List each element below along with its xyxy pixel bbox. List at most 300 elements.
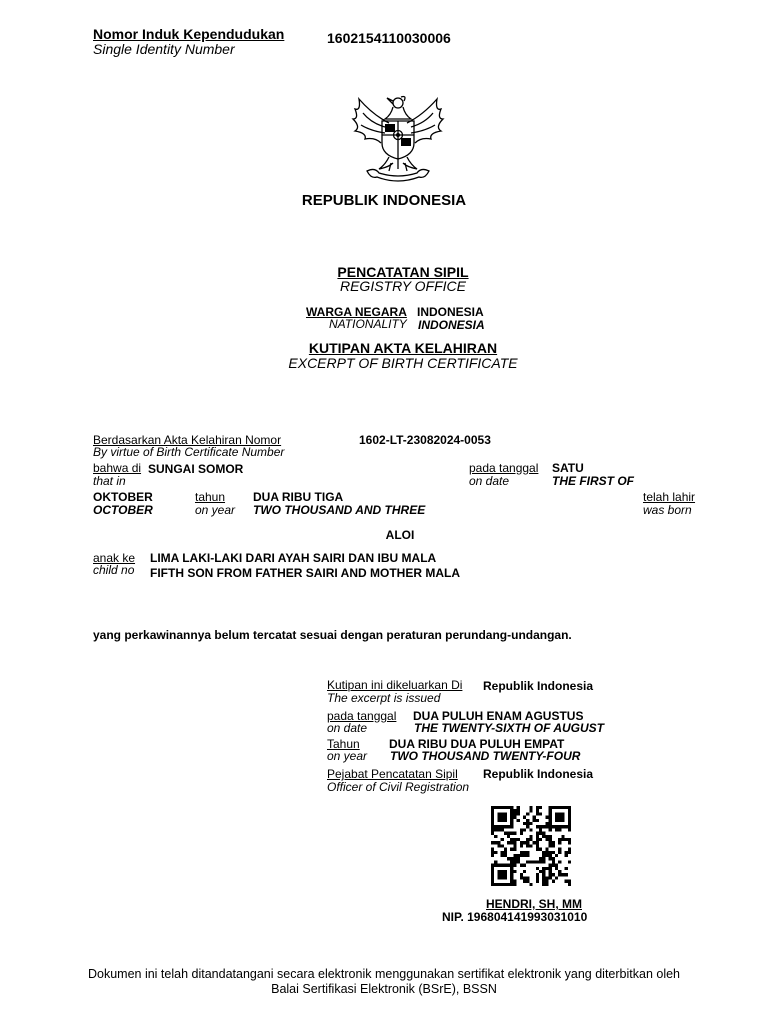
- qr-module: [523, 854, 526, 857]
- qr-module: [491, 812, 494, 815]
- qr-module: [510, 806, 513, 809]
- qr-module: [555, 806, 558, 809]
- issued-label-en: The excerpt is issued: [327, 691, 441, 705]
- qr-module: [536, 812, 539, 815]
- qr-module: [565, 851, 568, 854]
- qr-module: [536, 848, 539, 851]
- qr-module: [513, 860, 516, 863]
- officer-value: Republik Indonesia: [483, 767, 594, 781]
- cert-number-label-en: By virtue of Birth Certificate Number: [93, 445, 285, 459]
- qr-module: [565, 806, 568, 809]
- qr-module: [494, 806, 497, 809]
- qr-module: [494, 825, 497, 828]
- qr-module: [513, 883, 516, 886]
- footer-line-2: Balai Sertifikasi Elektronik (BSrE), BSSN: [271, 982, 497, 996]
- qr-module: [510, 825, 513, 828]
- qr-module: [533, 841, 536, 844]
- marriage-note: yang perkawinannya belum tercatat sesuai dengan peraturan perundang-undangan.: [93, 628, 572, 642]
- qr-module: [517, 857, 520, 860]
- qr-module: [568, 860, 571, 863]
- birth-month-value-en: OCTOBER: [93, 503, 153, 517]
- issue-year-value: DUA RIBU DUA PULUH EMPAT: [389, 737, 565, 751]
- qr-module: [552, 880, 555, 883]
- qr-module: [510, 838, 513, 841]
- qr-module: [536, 806, 539, 809]
- qr-module: [545, 880, 548, 883]
- qr-module: [510, 816, 513, 819]
- qr-module: [552, 851, 555, 854]
- qr-module: [568, 809, 571, 812]
- qr-module: [523, 816, 526, 819]
- qr-module: [558, 873, 561, 876]
- qr-module: [517, 860, 520, 863]
- qr-module: [549, 867, 552, 870]
- qr-module: [517, 838, 520, 841]
- qr-module: [497, 864, 500, 867]
- qr-module: [536, 873, 539, 876]
- qr-module: [545, 851, 548, 854]
- qr-module: [542, 832, 545, 835]
- qr-module: [507, 841, 510, 844]
- qr-module: [561, 838, 564, 841]
- qr-module: [552, 860, 555, 863]
- qr-module: [501, 838, 504, 841]
- qr-module: [529, 860, 532, 863]
- qr-module: [542, 825, 545, 828]
- qr-module: [549, 844, 552, 847]
- qr-module: [517, 854, 520, 857]
- qr-module: [545, 876, 548, 879]
- qr-module: [561, 825, 564, 828]
- qr-module: [529, 835, 532, 838]
- qr-module: [558, 841, 561, 844]
- qr-module: [513, 816, 516, 819]
- qr-module: [513, 864, 516, 867]
- qr-module: [542, 880, 545, 883]
- qr-module: [558, 870, 561, 873]
- child-name: ALOI: [385, 528, 415, 542]
- qr-module: [510, 880, 513, 883]
- qr-module: [520, 851, 523, 854]
- issue-date-value: DUA PULUH ENAM AGUSTUS: [413, 709, 584, 723]
- document-title-en: EXCERPT OF BIRTH CERTIFICATE: [288, 355, 518, 371]
- qr-module: [510, 864, 513, 867]
- qr-module: [539, 838, 542, 841]
- qr-module: [558, 816, 561, 819]
- qr-module: [510, 876, 513, 879]
- country-title: REPUBLIK INDONESIA: [301, 192, 467, 209]
- birth-year-label: tahun: [195, 490, 226, 504]
- cert-number-value: 1602-LT-23082024-0053: [359, 433, 491, 447]
- qr-module: [533, 819, 536, 822]
- qr-module: [491, 876, 494, 879]
- qr-module: [504, 832, 507, 835]
- qr-module: [497, 841, 500, 844]
- qr-module: [523, 870, 526, 873]
- qr-module: [491, 819, 494, 822]
- qr-module: [497, 876, 500, 879]
- qr-module: [536, 880, 539, 883]
- garuda-emblem-icon: [349, 93, 447, 185]
- qr-module: [545, 822, 548, 825]
- qr-module: [549, 819, 552, 822]
- qr-module: [510, 809, 513, 812]
- qr-module: [497, 816, 500, 819]
- qr-module: [568, 848, 571, 851]
- qr-module: [536, 876, 539, 879]
- signer-nip: NIP. 196804141993031010: [442, 910, 588, 924]
- qr-module: [513, 844, 516, 847]
- qr-module: [549, 851, 552, 854]
- qr-module: [552, 857, 555, 860]
- cert-number-label: Berdasarkan Akta Kelahiran Nomor: [93, 433, 282, 447]
- qr-module: [555, 819, 558, 822]
- qr-module: [517, 819, 520, 822]
- place-value: SUNGAI SOMOR: [148, 462, 244, 476]
- qr-module: [494, 835, 497, 838]
- qr-module: [555, 876, 558, 879]
- qr-module: [542, 857, 545, 860]
- qr-module: [568, 841, 571, 844]
- qr-module: [513, 870, 516, 873]
- qr-module: [523, 841, 526, 844]
- qr-module: [558, 825, 561, 828]
- qr-module: [491, 832, 494, 835]
- qr-module: [494, 860, 497, 863]
- qr-module: [542, 867, 545, 870]
- qr-module: [561, 812, 564, 815]
- qr-module: [501, 864, 504, 867]
- qr-module: [542, 854, 545, 857]
- qr-module: [561, 873, 564, 876]
- qr-module: [539, 848, 542, 851]
- qr-module: [526, 825, 529, 828]
- birth-month-value: OKTOBER: [93, 490, 153, 504]
- qr-module: [504, 806, 507, 809]
- qr-module: [523, 822, 526, 825]
- qr-module: [523, 880, 526, 883]
- qr-module: [539, 812, 542, 815]
- qr-module: [542, 851, 545, 854]
- qr-module: [558, 819, 561, 822]
- born-label: telah lahir: [643, 490, 696, 504]
- child-no-label-en: child no: [93, 563, 135, 577]
- qr-module: [513, 838, 516, 841]
- qr-module: [536, 844, 539, 847]
- qr-module: [504, 876, 507, 879]
- qr-module: [513, 857, 516, 860]
- qr-module: [507, 883, 510, 886]
- qr-module: [510, 832, 513, 835]
- qr-module: [549, 812, 552, 815]
- qr-module: [568, 828, 571, 831]
- office-title-en: REGISTRY OFFICE: [339, 278, 466, 294]
- qr-module: [507, 832, 510, 835]
- qr-module: [520, 828, 523, 831]
- qr-module: [523, 876, 526, 879]
- qr-module: [523, 864, 526, 867]
- qr-module: [536, 825, 539, 828]
- qr-module: [565, 838, 568, 841]
- qr-module: [510, 841, 513, 844]
- qr-module: [504, 816, 507, 819]
- qr-module: [565, 880, 568, 883]
- issued-place-value: Republik Indonesia: [483, 679, 594, 693]
- qr-module: [494, 864, 497, 867]
- qr-module: [510, 812, 513, 815]
- qr-module: [501, 870, 504, 873]
- qr-module: [552, 806, 555, 809]
- qr-module: [497, 844, 500, 847]
- qr-module: [545, 883, 548, 886]
- child-no-label: anak ke: [93, 551, 136, 565]
- office-title: PENCATATAN SIPIL: [337, 264, 469, 280]
- issue-date-value-en: THE TWENTY-SIXTH OF AUGUST: [414, 721, 604, 735]
- qr-module: [491, 864, 494, 867]
- qr-module: [555, 864, 558, 867]
- qr-module: [526, 854, 529, 857]
- qr-module: [555, 867, 558, 870]
- qr-module: [491, 841, 494, 844]
- qr-module: [491, 883, 494, 886]
- qr-module: [545, 835, 548, 838]
- qr-module: [491, 880, 494, 883]
- qr-module: [568, 883, 571, 886]
- qr-module: [558, 828, 561, 831]
- officer-label: Pejabat Pencatatan Sipil: [327, 767, 458, 781]
- qr-module: [568, 838, 571, 841]
- child-no-value: LIMA LAKI-LAKI DARI AYAH SAIRI DAN IBU MALA: [150, 551, 437, 565]
- qr-module: [568, 851, 571, 854]
- qr-module: [529, 822, 532, 825]
- qr-module: [558, 838, 561, 841]
- qr-module: [507, 864, 510, 867]
- qr-module: [491, 809, 494, 812]
- qr-module: [552, 844, 555, 847]
- qr-module: [542, 860, 545, 863]
- qr-module: [497, 825, 500, 828]
- qr-module: [513, 809, 516, 812]
- nik-value: 1602154110030006: [327, 30, 451, 46]
- qr-module: [565, 825, 568, 828]
- qr-module: [558, 806, 561, 809]
- issue-date-label: pada tanggal: [327, 709, 397, 723]
- qr-module: [504, 864, 507, 867]
- qr-module: [568, 825, 571, 828]
- qr-module: [501, 828, 504, 831]
- qr-module: [510, 822, 513, 825]
- qr-module: [536, 835, 539, 838]
- qr-module: [526, 844, 529, 847]
- qr-module: [536, 809, 539, 812]
- qr-module: [549, 841, 552, 844]
- qr-module: [529, 838, 532, 841]
- qr-module: [565, 854, 568, 857]
- qr-module: [529, 806, 532, 809]
- qr-module: [558, 851, 561, 854]
- qr-module: [507, 835, 510, 838]
- qr-module: [539, 832, 542, 835]
- qr-module: [501, 873, 504, 876]
- nationality-label: WARGA NEGARA: [306, 305, 407, 319]
- qr-module: [501, 876, 504, 879]
- qr-module: [539, 828, 542, 831]
- qr-module: [542, 835, 545, 838]
- qr-module: [510, 883, 513, 886]
- qr-module: [529, 828, 532, 831]
- qr-module: [545, 825, 548, 828]
- nik-label: Nomor Induk Kependudukan: [93, 26, 285, 42]
- qr-module: [523, 851, 526, 854]
- qr-module: [568, 819, 571, 822]
- issue-year-label: Tahun: [327, 737, 360, 751]
- qr-module: [558, 812, 561, 815]
- qr-module: [555, 825, 558, 828]
- issued-label: Kutipan ini dikeluarkan Di: [327, 678, 463, 692]
- qr-module: [497, 812, 500, 815]
- qr-module: [536, 867, 539, 870]
- document-title: KUTIPAN AKTA KELAHIRAN: [308, 340, 498, 356]
- qr-module: [549, 870, 552, 873]
- qr-module: [491, 867, 494, 870]
- signer-name: HENDRI, SH, MM: [486, 897, 582, 911]
- qr-module: [501, 854, 504, 857]
- qr-module: [491, 828, 494, 831]
- qr-module: [539, 806, 542, 809]
- qr-module: [517, 812, 520, 815]
- qr-module: [513, 880, 516, 883]
- qr-module: [520, 873, 523, 876]
- qr-module: [510, 867, 513, 870]
- qr-module: [526, 819, 529, 822]
- nik-label-en: Single Identity Number: [93, 41, 235, 57]
- qr-module: [526, 841, 529, 844]
- qr-module: [494, 883, 497, 886]
- nationality-value-en: INDONESIA: [418, 318, 485, 332]
- qr-module: [491, 873, 494, 876]
- qr-module: [561, 806, 564, 809]
- qr-module: [510, 873, 513, 876]
- issue-date-label-en: on date: [327, 721, 368, 735]
- birth-date-label: pada tanggal: [469, 461, 539, 475]
- issue-year-value-en: TWO THOUSAND TWENTY-FOUR: [390, 749, 581, 763]
- qr-module: [504, 873, 507, 876]
- qr-module: [545, 854, 548, 857]
- qr-module: [542, 876, 545, 879]
- qr-module: [517, 806, 520, 809]
- officer-label-en: Officer of Civil Registration: [327, 780, 470, 794]
- qr-module: [552, 873, 555, 876]
- qr-module: [561, 816, 564, 819]
- qr-module: [536, 819, 539, 822]
- place-label-en: that in: [93, 474, 126, 488]
- qr-module: [507, 806, 510, 809]
- qr-module: [491, 822, 494, 825]
- qr-module: [507, 825, 510, 828]
- qr-module: [526, 851, 529, 854]
- qr-module: [520, 864, 523, 867]
- qr-module: [526, 880, 529, 883]
- qr-module: [510, 857, 513, 860]
- qr-module: [536, 860, 539, 863]
- qr-module: [539, 870, 542, 873]
- qr-module: [523, 828, 526, 831]
- qr-module: [555, 854, 558, 857]
- qr-module: [526, 860, 529, 863]
- qr-module: [513, 848, 516, 851]
- qr-module: [520, 841, 523, 844]
- qr-module: [529, 883, 532, 886]
- qr-module: [542, 873, 545, 876]
- qr-module: [513, 832, 516, 835]
- qr-module: [504, 851, 507, 854]
- qr-module: [558, 860, 561, 863]
- qr-module: [545, 838, 548, 841]
- qr-module: [533, 816, 536, 819]
- nationality-label-en: NATIONALITY: [329, 317, 407, 331]
- qr-module: [501, 816, 504, 819]
- qr-module: [491, 816, 494, 819]
- qr-module: [568, 880, 571, 883]
- qr-module: [497, 819, 500, 822]
- qr-module: [510, 819, 513, 822]
- qr-module: [497, 870, 500, 873]
- qr-module: [552, 825, 555, 828]
- qr-module: [568, 812, 571, 815]
- birth-date-label-en: on date: [469, 474, 510, 488]
- qr-module: [568, 806, 571, 809]
- qr-code-icon: [490, 806, 572, 886]
- qr-module: [529, 809, 532, 812]
- footer-line-1: Dokumen ini telah ditandatangani secara elektronik menggunakan sertifikat elektronik yang diterbitkan oleh: [87, 967, 681, 981]
- qr-module: [549, 816, 552, 819]
- qr-module: [494, 841, 497, 844]
- qr-module: [526, 822, 529, 825]
- qr-module: [549, 822, 552, 825]
- qr-module: [549, 825, 552, 828]
- qr-module: [491, 854, 494, 857]
- qr-module: [491, 870, 494, 873]
- born-label-en: was born: [643, 503, 692, 517]
- birth-date-value: SATU: [552, 461, 584, 475]
- qr-module: [513, 841, 516, 844]
- qr-module: [501, 825, 504, 828]
- qr-module: [497, 828, 500, 831]
- qr-module: [568, 816, 571, 819]
- qr-module: [494, 851, 497, 854]
- qr-module: [549, 873, 552, 876]
- qr-module: [497, 806, 500, 809]
- qr-module: [549, 809, 552, 812]
- qr-module: [504, 819, 507, 822]
- qr-module: [491, 806, 494, 809]
- qr-module: [549, 864, 552, 867]
- qr-module: [545, 867, 548, 870]
- qr-module: [555, 812, 558, 815]
- qr-module: [545, 816, 548, 819]
- qr-module: [491, 848, 494, 851]
- qr-module: [549, 806, 552, 809]
- qr-module: [549, 838, 552, 841]
- qr-module: [520, 876, 523, 879]
- qr-module: [533, 860, 536, 863]
- qr-module: [549, 854, 552, 857]
- qr-module: [561, 835, 564, 838]
- qr-module: [542, 883, 545, 886]
- qr-module: [545, 848, 548, 851]
- qr-module: [510, 860, 513, 863]
- qr-module: [536, 832, 539, 835]
